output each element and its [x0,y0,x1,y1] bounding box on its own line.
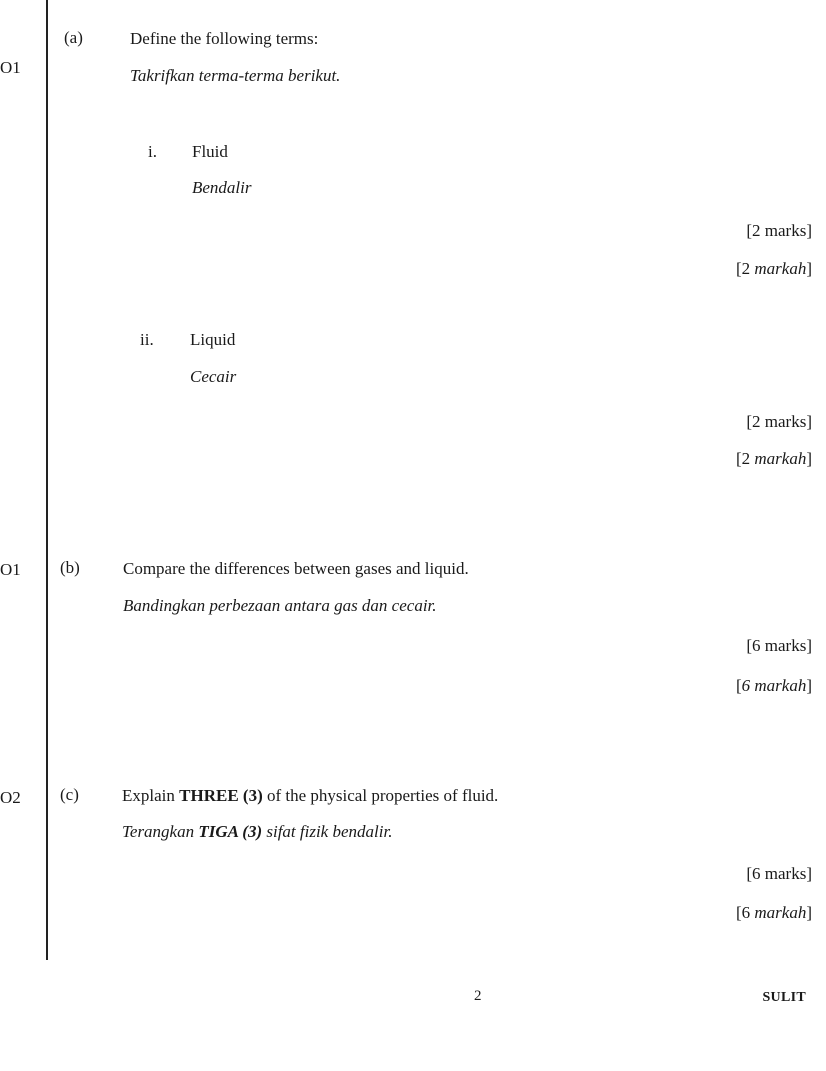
part-b-question-ms: Bandingkan perbezaan antara gas dan cecair. [123,596,437,615]
margin-clo-b: O1 [0,560,21,579]
item-i-number: i. [148,142,157,161]
part-a-question-ms: Takrifkan terma-terma berikut. [130,66,341,85]
part-c-marks-ms: [6 markah] [735,903,812,922]
item-ii-marks-ms: [2 markah] [735,449,812,468]
item-ii-marks: [2 marks] [746,412,812,431]
part-a-question: Define the following terms: [130,29,319,48]
page-number: 2 [474,988,482,1004]
margin-clo-c: O2 [0,788,21,807]
part-a-label: (a) [64,28,83,47]
margin-rule [46,0,48,960]
item-ii-number: ii. [140,330,154,349]
margin-clo-a: O1 [0,58,21,77]
part-b-marks-ms: [6 markah] [735,676,812,695]
item-i-term-ms: Bendalir [192,178,252,197]
part-c-label: (c) [60,785,79,804]
item-i-term: Fluid [192,142,228,161]
item-i-marks-ms: [2 markah] [735,259,812,278]
item-ii-term-ms: Cecair [190,367,237,386]
part-b-label: (b) [60,558,80,577]
part-c-marks: [6 marks] [746,864,812,883]
item-ii-term: Liquid [190,330,236,349]
part-b-marks: [6 marks] [746,636,812,655]
part-c-question-ms: Terangkan TIGA (3) sifat fizik bendalir. [122,822,393,841]
part-c-question: Explain THREE (3) of the physical properties of fluid. [122,786,499,805]
classification-label: SULIT [762,990,806,1005]
item-i-marks: [2 marks] [746,221,812,240]
part-b-question: Compare the differences between gases and liquid. [123,559,469,578]
